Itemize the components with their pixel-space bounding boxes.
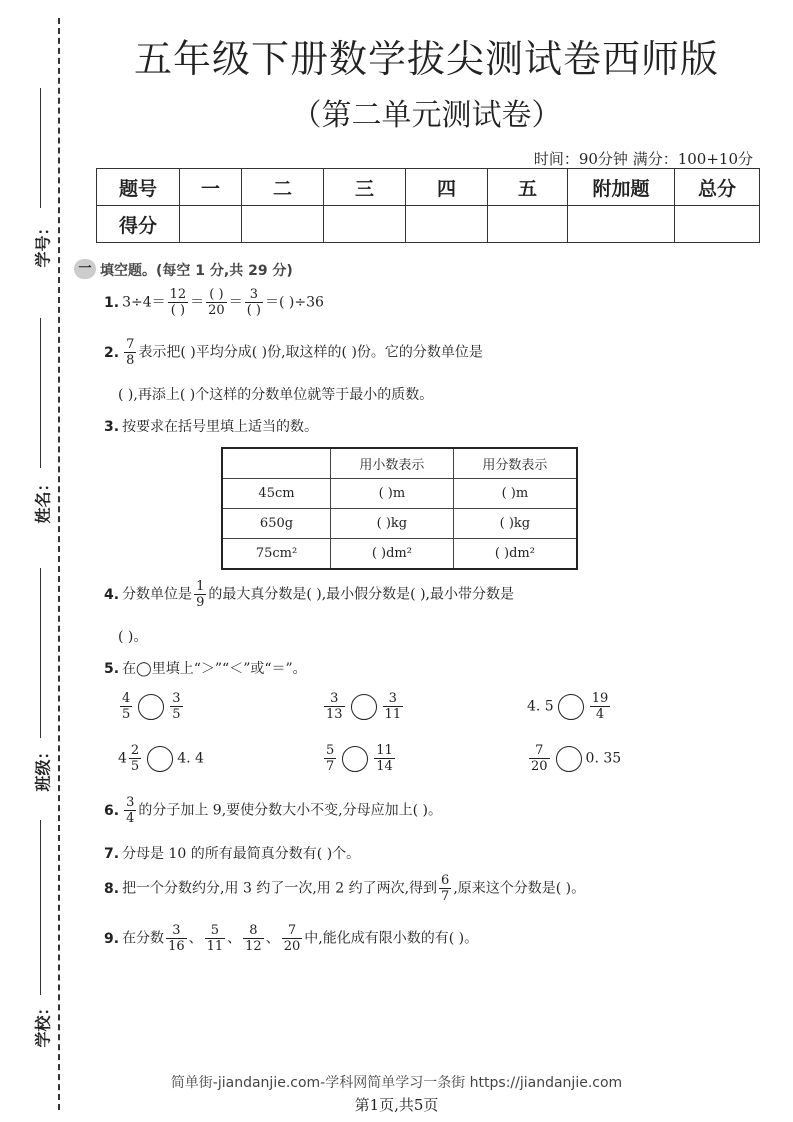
compare-item: $\frac{7}{20}$ 0. 35 xyxy=(531,743,622,774)
table-header: 用分数表示 xyxy=(453,448,577,479)
score-input-cell[interactable] xyxy=(242,206,324,243)
score-input-cell[interactable] xyxy=(568,206,675,243)
score-header-cell: 五 xyxy=(488,169,568,206)
table-row xyxy=(222,509,577,539)
question-9: 9. 在分数 $\frac{3}{16}$ 、 $\frac{5}{11}$ 、 $\frac{8}{12}$ 、 $\frac{7}{20}$ 中,能化成有限小数的有( )。 xyxy=(104,923,479,954)
name-line[interactable] xyxy=(40,318,41,468)
question-2-line2: ( ),再添上( )个这样的分数单位就等于最小的质数。 xyxy=(118,387,434,403)
question-5: 5. 在◯里填上“＞”“＜”或“＝”。 xyxy=(104,661,307,677)
compare-circle[interactable] xyxy=(351,694,377,720)
school-line[interactable] xyxy=(40,820,41,995)
compare-circle[interactable] xyxy=(138,694,164,720)
score-header-cell: 三 xyxy=(324,169,406,206)
question-7: 7. 分母是 10 的所有最简真分数有( )个。 xyxy=(104,846,361,862)
class-line[interactable] xyxy=(40,568,41,738)
page-title: 五年级下册数学拔尖测试卷西师版 xyxy=(133,37,719,81)
table-cell: 650g xyxy=(222,509,331,539)
fraction: $\frac{3}{( )}$ xyxy=(246,287,261,318)
source-footer: 简单街-jiandanjie.com-学科网简单学习一条街 https://jiandanjie.com xyxy=(170,1075,623,1091)
compare-circle[interactable] xyxy=(558,694,584,720)
table-header xyxy=(222,448,331,479)
question-number: 1. xyxy=(104,294,120,311)
compare-item: 4 $\frac{2}{5}$ 4. 4 xyxy=(118,743,204,774)
fraction: $\frac{6}{7}$ xyxy=(441,873,450,904)
answer-cell[interactable]: ( )m xyxy=(453,479,577,509)
table-cell: 75cm² xyxy=(222,539,331,570)
section-title: 填空题。(每空 1 分,共 29 分) xyxy=(100,263,293,279)
fraction: $\frac{( )}{20}$ xyxy=(208,287,225,318)
table-header: 用小数表示 xyxy=(331,448,454,479)
question-number: 6. xyxy=(104,802,120,819)
compare-circle[interactable] xyxy=(342,746,368,772)
school-label: 学校： xyxy=(33,999,53,1048)
compare-item: $\frac{3}{13}$ $\frac{3}{11}$ xyxy=(326,691,402,722)
table-cell: 45cm xyxy=(222,479,331,509)
score-header-cell: 总分 xyxy=(675,169,760,206)
fraction: $\frac{5}{11}$ xyxy=(206,923,224,954)
page-subtitle: （第二单元测试卷） xyxy=(291,98,562,133)
question-8: 8. 把一个分数约分,用 3 约了一次,用 2 约了两次,得到 $\frac{6}{7}$ ,原来这个分数是( )。 xyxy=(104,873,586,904)
compare-circle[interactable] xyxy=(556,746,582,772)
score-input-cell[interactable] xyxy=(406,206,488,243)
answer-cell[interactable]: ( )kg xyxy=(331,509,454,539)
answer-cell[interactable]: ( )kg xyxy=(453,509,577,539)
compare-item: $\frac{5}{7}$ $\frac{11}{14}$ xyxy=(326,743,393,774)
fraction: $\frac{7}{20}$ xyxy=(283,923,301,954)
question-number: 7. xyxy=(104,846,120,862)
question-number: 8. xyxy=(104,880,120,897)
score-input-cell[interactable] xyxy=(488,206,568,243)
question-4-line2: ( )。 xyxy=(118,629,148,645)
fraction: $\frac{3}{4}$ xyxy=(126,795,135,826)
answer-cell[interactable]: ( )m xyxy=(331,479,454,509)
score-input-cell[interactable] xyxy=(324,206,406,243)
fraction: $\frac{1}{9}$ xyxy=(196,579,205,610)
compare-item: 4. 5 $\frac{19}{4}$ xyxy=(527,691,609,722)
table-row xyxy=(222,539,577,570)
question-number: 3. xyxy=(104,419,120,435)
page-number: 第1页,共5页 xyxy=(354,1096,439,1114)
section-badge: 一 xyxy=(74,259,96,279)
binding-dashed-line xyxy=(58,18,60,1110)
compare-circle[interactable] xyxy=(147,746,173,772)
fraction: $\frac{7}{8}$ xyxy=(126,337,135,368)
name-label: 姓名： xyxy=(33,475,53,524)
question-6: 6. $\frac{3}{4}$ 的分子加上 9,要使分数大小不变,分母应加上( )。 xyxy=(104,795,442,826)
student-id-line[interactable] xyxy=(40,88,41,208)
question-3: 3. 按要求在括号里填上适当的数。 xyxy=(104,419,319,435)
score-row-label: 得分 xyxy=(97,206,180,243)
fraction: $\frac{8}{12}$ xyxy=(245,923,262,954)
score-header-cell: 附加题 xyxy=(568,169,675,206)
answer-cell[interactable]: ( )dm² xyxy=(453,539,577,570)
compare-item: $\frac{4}{5}$ $\frac{3}{5}$ xyxy=(122,691,181,722)
score-input-cell[interactable] xyxy=(180,206,242,243)
fraction: $\frac{3}{16}$ xyxy=(168,923,185,954)
unit-conversion-table xyxy=(221,447,578,570)
question-1: 1. 3÷4＝ $\frac{12}{( )}$ ＝ $\frac{( )}{20}$ ＝ $\frac{3}{( )}$ ＝( )÷36 xyxy=(104,287,324,318)
question-number: 2. xyxy=(104,344,120,361)
score-header-cell: 一 xyxy=(180,169,242,206)
question-2: 2. $\frac{7}{8}$ 表示把( )平均分成( )份,取这样的( )份。它的分数单位是 xyxy=(104,337,483,368)
exam-meta: 时间：90分钟 满分：100+10分 xyxy=(533,150,753,168)
question-number: 5. xyxy=(104,661,120,677)
question-number: 4. xyxy=(104,586,120,603)
student-id-label: 学号： xyxy=(33,219,53,268)
class-label: 班级： xyxy=(33,743,53,792)
score-table xyxy=(96,168,760,243)
answer-cell[interactable]: ( )dm² xyxy=(331,539,454,570)
score-header-cell: 二 xyxy=(242,169,324,206)
score-header-cell: 四 xyxy=(406,169,488,206)
fraction: $\frac{12}{( )}$ xyxy=(169,287,187,318)
score-header-cell: 题号 xyxy=(97,169,180,206)
score-input-cell[interactable] xyxy=(675,206,760,243)
question-4: 4. 分数单位是 $\frac{1}{9}$ 的最大真分数是( ),最小假分数是( ),最小带分数是 xyxy=(104,579,514,610)
table-row xyxy=(222,479,577,509)
question-number: 9. xyxy=(104,930,120,947)
